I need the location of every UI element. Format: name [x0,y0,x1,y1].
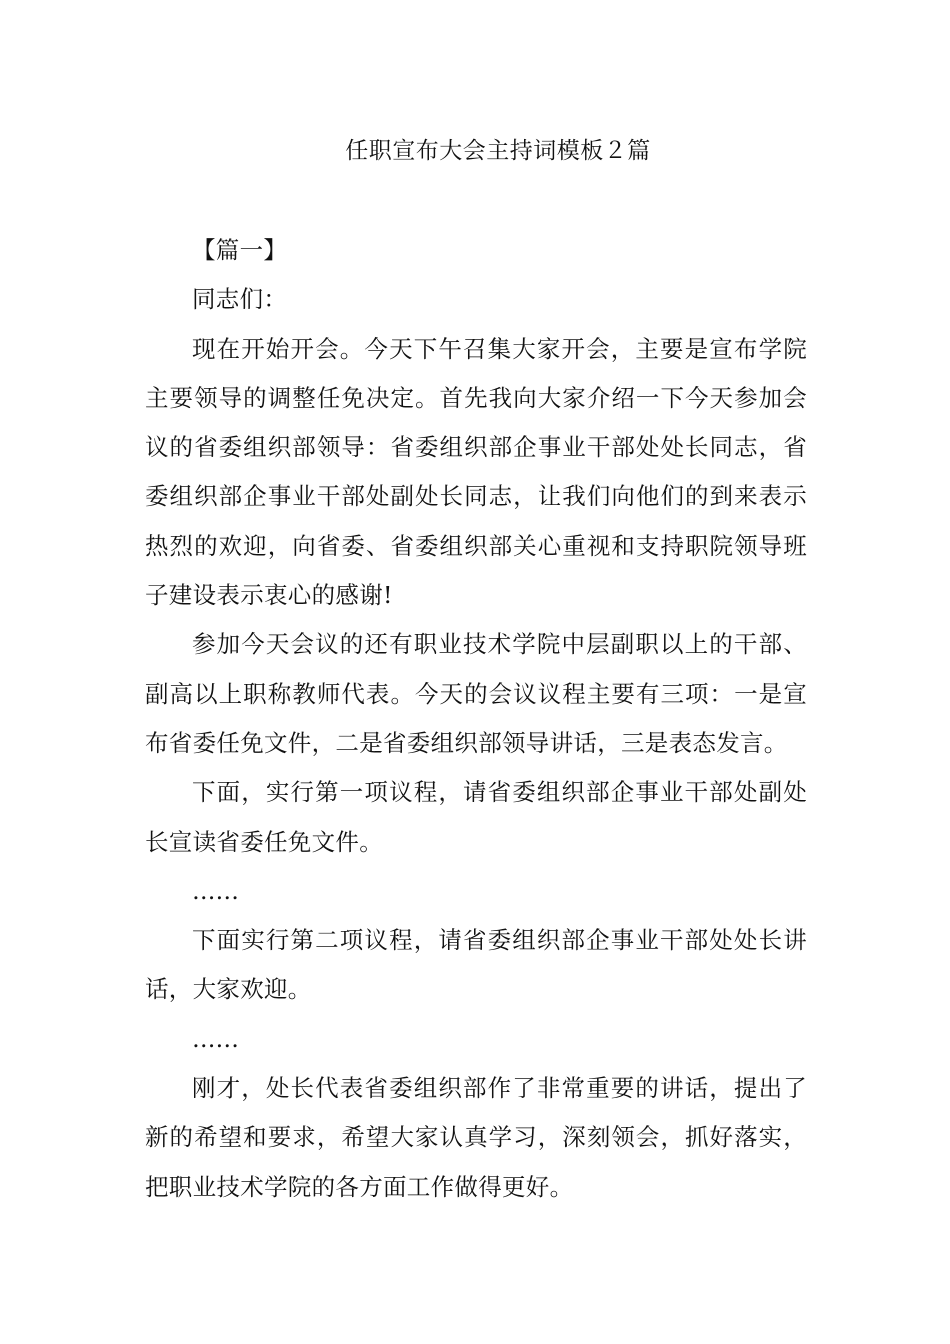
document-body [145,226,807,1212]
paragraph: 刚才，处长代表省委组织部作了非常重要的讲话，提出了新的希望和要求，希望大家认真学习，深刻领会，抓好落实，把职业技术学院的各方面工作做得更好。 [145,1074,807,1201]
ellipsis: …… [192,876,239,905]
paragraph: 下面，实行第一项议程，请省委组织部企事业干部处副处长宣读省委任免文件。 [145,778,807,856]
paragraph: 下面实行第二项议程，请省委组织部企事业干部处处长讲话，大家欢迎。 [145,926,807,1004]
section-heading: 【篇一】 [192,236,288,264]
paragraph: 现在开始开会。今天下午召集大家开会，主要是宣布学院主要领导的调整任免决定。首先我向大家介绍一下今天参加会议的省委组织部领导：省委组织部企事业干部处处长同志，省委组织部企事业干部处副处长同志，让我们向他们的到来表示热烈的欢迎，向省委、省委组织部关心重视和支持职院领导班子建设表示衷心的感谢! [145,334,807,610]
paragraph: 参加今天会议的还有职业技术学院中层副职以上的干部、副高以上职称教师代表。今天的会议议程主要有三项：一是宣布省委任免文件，二是省委组织部领导讲话，三是表态发言。 [145,630,807,757]
salutation: 同志们： [192,285,288,314]
ellipsis: …… [192,1024,239,1053]
document-title: 任职宣布大会主持词模板２篇 [345,138,651,164]
